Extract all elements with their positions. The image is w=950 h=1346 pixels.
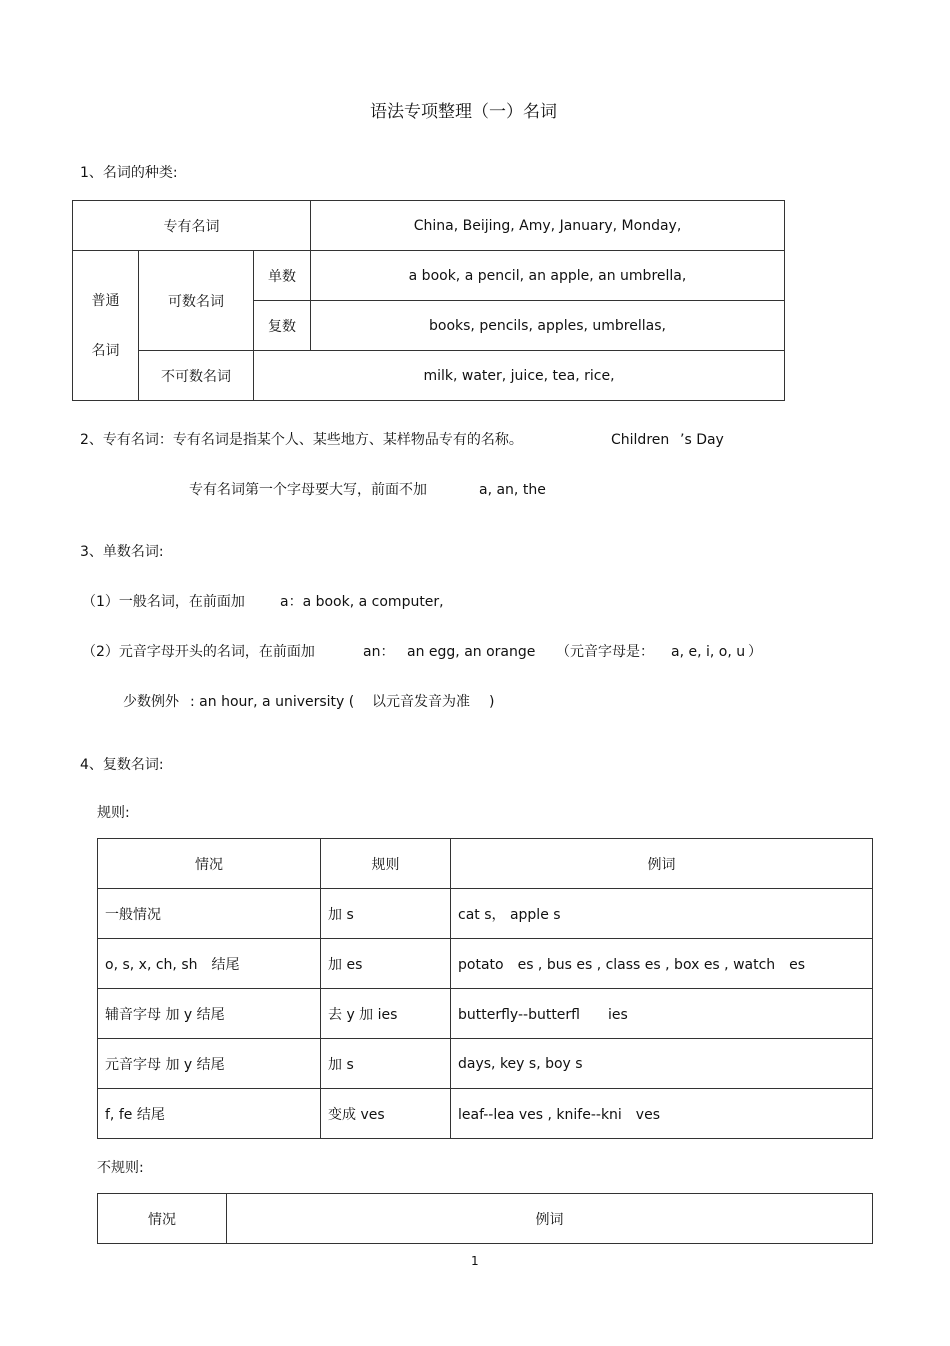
section-3-item3-example: : an hour, a university ( <box>190 694 355 710</box>
proper-noun-examples: China, Beijing, Amy, January, Monday, <box>311 201 785 251</box>
example-cell: cat s， apple s <box>451 889 873 939</box>
regular-plural-table <box>97 838 873 1139</box>
section-3-item1-label: （1）一般名词，在前面加 <box>82 594 245 610</box>
header-situation: 情况 <box>98 839 321 889</box>
section-2-line2: 专有名词第一个字母要大写，前面不加 <box>189 482 427 498</box>
page-number: 1 <box>471 1254 479 1268</box>
section-3-item2-an: an： <box>363 644 395 660</box>
section-3-item2-example: an egg, an orange <box>407 644 536 660</box>
plural-examples: books, pencils, apples, umbrellas, <box>311 301 785 351</box>
singular-examples: a book, a pencil, an apple, an umbrella, <box>311 251 785 301</box>
common-noun-label <box>73 251 139 401</box>
noun-types-table <box>72 200 785 401</box>
rule-cell: 加 es <box>321 939 451 989</box>
table-row <box>98 939 873 989</box>
page-title: 语法专项整理（一）名词 <box>370 102 557 122</box>
section-3-item1-example: a：a book, a computer, <box>280 594 444 610</box>
section-3-item2-label: （2）元音字母开头的名词，在前面加 <box>82 644 315 660</box>
table-row <box>98 989 873 1039</box>
situation-cell: 一般情况 <box>98 889 321 939</box>
irregular-header-examples: 例词 <box>227 1194 873 1244</box>
section-2-line2-example: a, an, the <box>479 482 546 498</box>
section-2-example-b: ’s Day <box>680 432 724 448</box>
plural-label: 复数 <box>254 301 311 351</box>
section-3-heading: 3、单数名词: <box>80 544 164 560</box>
table-row <box>98 889 873 939</box>
irregular-header-situation: 情况 <box>98 1194 227 1244</box>
section-3-item3-label: 少数例外 <box>123 694 179 710</box>
situation-cell: o, s, x, ch, sh 结尾 <box>98 939 321 989</box>
irregular-label: 不规则: <box>97 1160 144 1176</box>
example-cell: potato es , bus es , class es , box es , watch es <box>451 939 873 989</box>
example-cell: butterfly--butterfl ies <box>451 989 873 1039</box>
table-row <box>98 1089 873 1139</box>
section-4-heading: 4、复数名词: <box>80 757 164 773</box>
section-3-item2-note-c: ） <box>748 644 762 660</box>
table-row <box>98 1039 873 1089</box>
rule-cell: 去 y 加 ies <box>321 989 451 1039</box>
example-cell: days, key s, boy s <box>451 1039 873 1089</box>
rule-cell: 加 s <box>321 1039 451 1089</box>
common-noun-label-line2: 名词 <box>91 342 120 359</box>
section-1-heading: 1、名词的种类: <box>80 165 178 181</box>
section-2-example-a: Children <box>611 432 670 448</box>
proper-noun-label: 专有名词 <box>73 201 311 251</box>
rule-cell: 变成 ves <box>321 1089 451 1139</box>
section-3-item3-close: ) <box>489 694 495 710</box>
regular-label: 规则: <box>97 805 130 821</box>
situation-cell: f, fe 结尾 <box>98 1089 321 1139</box>
uncountable-noun-label: 不可数名词 <box>139 351 254 401</box>
section-3-item2-note-a: （元音字母是： <box>556 644 654 660</box>
uncountable-examples: milk, water, juice, tea, rice, <box>254 351 785 401</box>
example-cell: leaf--lea ves , knife--kni ves <box>451 1089 873 1139</box>
section-3-item2-note-b: a, e, i, o, u <box>671 644 746 660</box>
section-2-line1: 2、专有名词：专有名词是指某个人、某些地方、某样物品专有的名称。 <box>80 432 523 448</box>
section-3-item3-note: 以元音发音为准 <box>372 694 470 710</box>
header-examples: 例词 <box>451 839 873 889</box>
common-noun-label-line1: 普通 <box>91 292 120 309</box>
situation-cell: 元音字母 加 y 结尾 <box>98 1039 321 1089</box>
irregular-plural-table <box>97 1193 873 1244</box>
countable-noun-label: 可数名词 <box>139 251 254 351</box>
rule-cell: 加 s <box>321 889 451 939</box>
header-rule: 规则 <box>321 839 451 889</box>
situation-cell: 辅音字母 加 y 结尾 <box>98 989 321 1039</box>
singular-label: 单数 <box>254 251 311 301</box>
